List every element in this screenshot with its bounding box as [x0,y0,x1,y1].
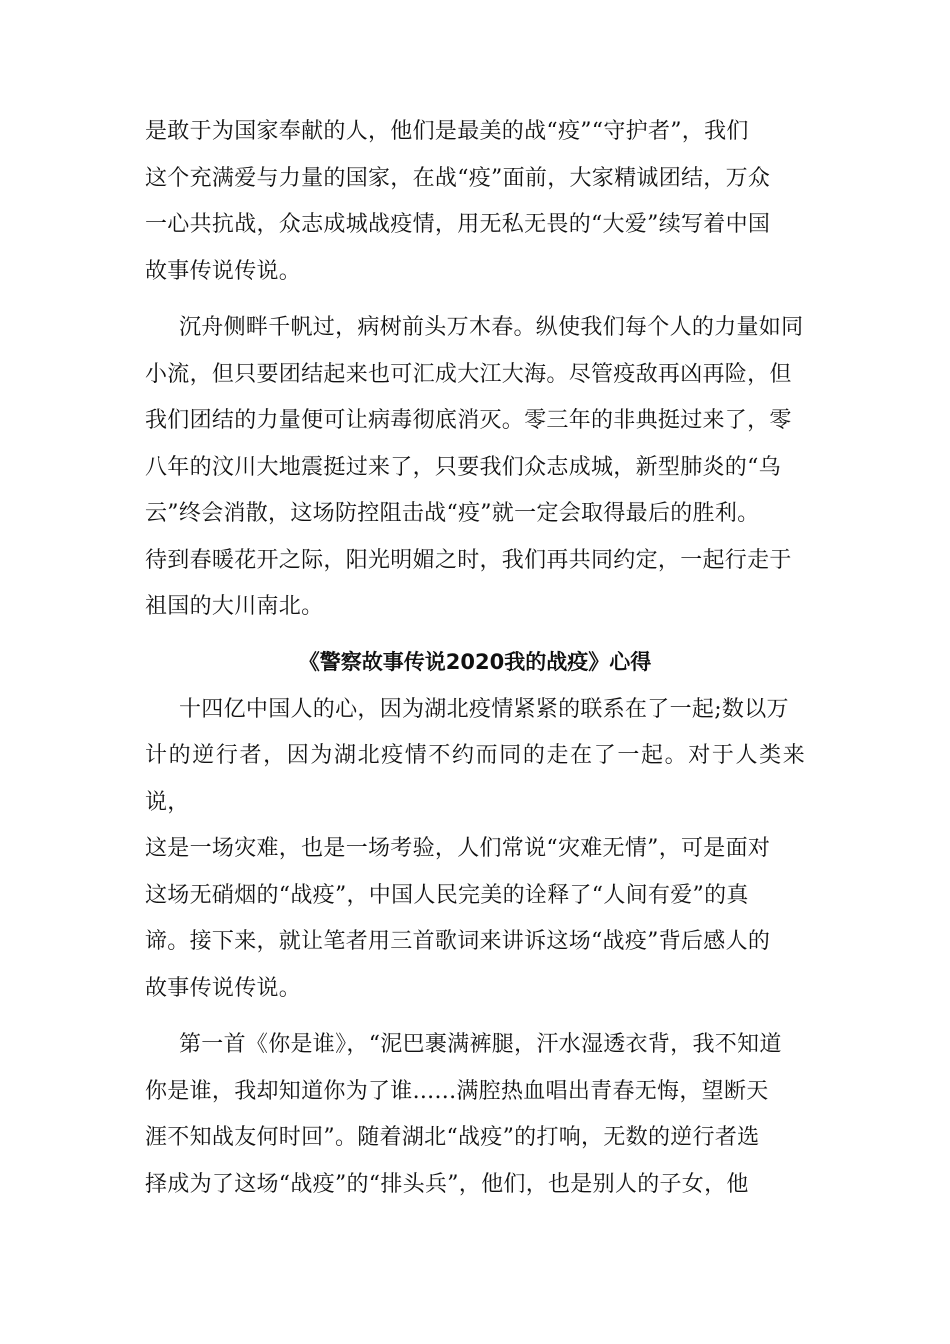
text-line: 我们团结的力量便可让病毒彻底消灭。零三年的非典挺过来了，零 [145,408,792,433]
body-paragraph [145,305,805,631]
text-line: 待到春暖花开之际，阳光明媚之时，我们再共同约定，一起行走于 [145,547,792,573]
section-heading: 《警察故事传说2020我的战疫》心得 [298,649,652,674]
text-line: 择成为了这场“战疫”的“排头兵”，他们，也是别人的子女，他 [145,1171,749,1197]
text-line: 云”终会消散，这场防控阻击战“疫”就一定会取得最后的胜利。 [145,501,760,526]
text-line: 十四亿中国人的心，因为湖北疫情紧紧的联系在了一起;数以万 [179,696,789,722]
text-line: 是敢于为国家奉献的人，他们是最美的战“疫”“守护者”，我们 [145,119,749,144]
text-line: 涯不知战友何时回”。随着湖北“战疫”的打响，无数的逆行者选 [145,1125,760,1150]
text-line: 沉舟侧畔千帆过，病树前头万木春。纵使我们每个人的力量如同 [179,315,804,340]
text-line: 故事传说传说。 [145,975,302,1001]
text-line: 故事传说传说。 [145,258,302,284]
text-line: 一心共抗战，众志成城战疫情，用无私无畏的“大爱”续写着中国 [145,212,771,237]
text-line: 谛。接下来，就让笔者用三首歌词来讲诉这场“战疫”背后感人的 [145,929,771,954]
text-line: 第一首《你是谁》，“泥巴裹满裤腿，汗水湿透衣背，我不知道 [179,1032,782,1057]
text-line: 这是一场灾难，也是一场考验，人们常说“灾难无情”，可是面对 [145,836,771,861]
text-line: 计的逆行者，因为湖北疫情不约而同的走在了一起。对于人类来说， [145,743,805,815]
text-line: 八年的汶川大地震挺过来了，只要我们众志成城，新型肺炎的“乌 [145,454,781,480]
text-line: 祖国的大川南北。 [145,594,324,619]
text-line: 这个充满爱与力量的国家，在战“疫”面前，大家精诚团结，万众 [145,165,771,191]
body-paragraph [145,687,805,1013]
text-line: 你是谁，我却知道你为了谁......满腔热血唱出青春无悔，望断天 [145,1078,769,1104]
body-paragraph [145,109,805,295]
text-line: 这场无硝烟的“战疫”，中国人民完美的诠释了“人间有爱”的真 [145,882,749,908]
body-paragraph [145,1022,805,1208]
text-line: 小流，但只要团结起来也可汇成大江大海。尽管疫敌再凶再险，但 [145,361,792,387]
